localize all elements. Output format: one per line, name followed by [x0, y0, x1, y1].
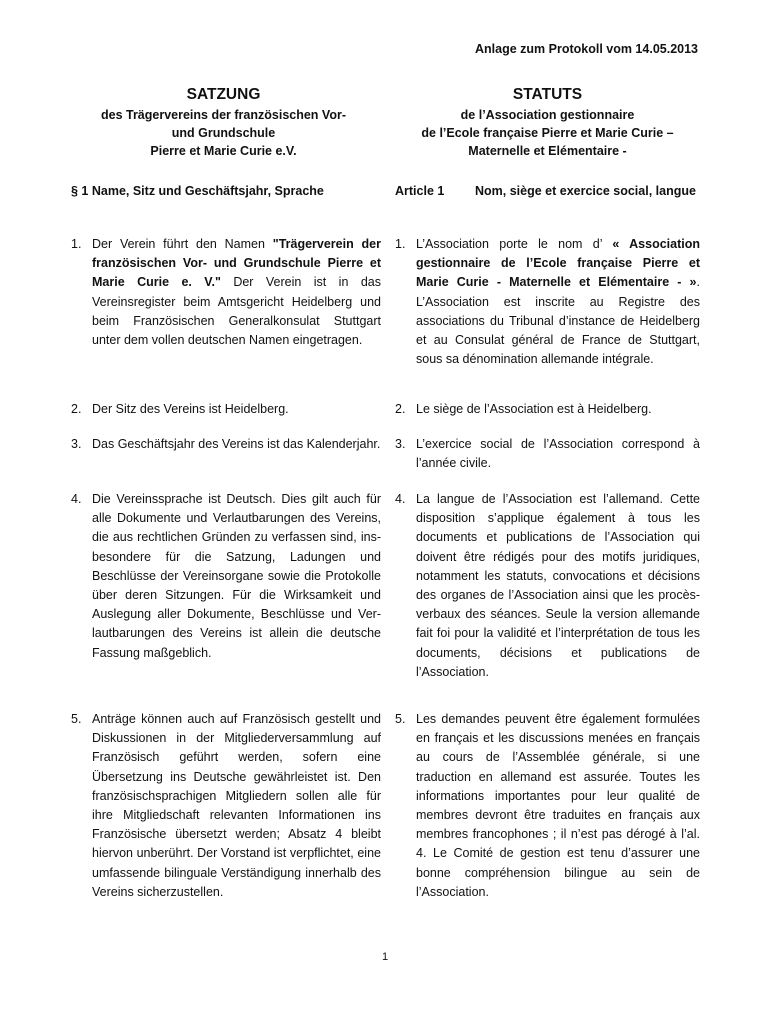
paragraph-number: 5.	[395, 712, 406, 726]
french-article-number: Article 1	[395, 184, 445, 198]
paragraph-text	[92, 235, 381, 350]
paragraph-text: La langue de l’Association est l’allemand. Cette disposition s’applique également à tous les documents et publications de l’Association qui doivent être rédigés pour des motifs juridiques, notamment les statuts, convocations et décisions des organes de l’Association ainsi que les procès-verbaux des séances. Seule la version allemande fait foi pour la validité et l’interprétation de tous les documents, décisions et publications de l’Association.	[416, 492, 700, 679]
paragraph-text: Das Geschäftsjahr des Vereins ist das Kalenderjahr.	[92, 437, 381, 451]
german-paragraph	[71, 400, 381, 419]
paragraph-number: 4.	[395, 492, 406, 506]
french-section-heading	[395, 182, 700, 201]
french-header	[395, 86, 700, 160]
text-run: L’Association porte le nom d’	[416, 237, 613, 251]
german-subtitle	[71, 106, 376, 160]
german-paragraph	[71, 235, 381, 350]
paragraph-text: L’exercice social de l’Association correspond à l’année civile.	[416, 437, 700, 471]
bold-text-run: "Trägerverein der französischen Vor- und Grundschule Pierre et Marie Curie e. V."	[92, 237, 381, 290]
paragraph-number: 1.	[71, 237, 82, 251]
french-subtitle-line: de l’Ecole française Pierre et Marie Curie –	[421, 126, 674, 140]
german-paragraph	[71, 490, 381, 663]
page-number: 1	[381, 951, 389, 963]
french-paragraph	[395, 710, 700, 902]
german-paragraph	[71, 435, 381, 454]
german-header	[71, 86, 376, 160]
german-section-heading: § 1 Name, Sitz und Geschäftsjahr, Sprache	[71, 184, 324, 198]
french-subtitle	[395, 106, 700, 160]
french-paragraph	[395, 235, 700, 369]
french-paragraph	[395, 400, 700, 419]
bold-text-run: « Association gestionnaire de l’Ecole française Pierre et Marie Curie - Maternelle et Elémentaire - »	[416, 237, 700, 290]
german-subtitle-line: Pierre et Marie Curie e.V.	[150, 144, 297, 158]
paragraph-number: 5.	[71, 712, 82, 726]
paragraph-number: 1.	[395, 237, 406, 251]
paragraph-text: Le siège de l’Association est à Heidelberg.	[416, 402, 652, 416]
german-paragraph	[71, 710, 381, 902]
paragraph-text: Les demandes peuvent être également formulées en français et les discussions menées en français au cours de l’Assemblée générale, si une traduction en allemand est assurée. Toutes les informations importantes pour leur qualité de membres devront être traduites en français aux membres francophones ; il n’est pas dérogé à l’al. 4. Le Comité de gestion est tenu d’assurer une bonne compréhension bilingue au sein de l’Association.	[416, 712, 700, 899]
french-article-title: Nom, siège et exercice social, langue	[475, 184, 696, 198]
paragraph-number: 3.	[71, 437, 82, 451]
german-subtitle-line: und Grundschule	[171, 126, 276, 140]
french-paragraph	[395, 490, 700, 682]
french-paragraph	[395, 435, 700, 473]
paragraph-text: Die Vereinssprache ist Deutsch. Dies gilt auch für alle Dokumente und Verlautbarungen des Vereins, die aus rechtlichen Gründen zu verfassen sind, insbesondere für die Satzung, Ladungen und Beschlüsse der Vereinsorgane sowie die Protokolle über deren Sitzungen. Für die Wirksamkeit und Auslegung aller Dokumente, Beschlüsse und Verlautbarungen des Vereins ist allein die deutsche Fassung maßgeblich.	[92, 492, 381, 660]
french-subtitle-line: Maternelle et Elémentaire -	[468, 144, 627, 158]
text-run: Der Verein führt den Namen	[92, 237, 273, 251]
paragraph-number: 3.	[395, 437, 406, 451]
annex-note: Anlage zum Protokoll vom 14.05.2013	[475, 42, 698, 56]
paragraph-text: Der Sitz des Vereins ist Heidelberg.	[92, 402, 289, 416]
text-run: . L’Association est inscrite au Registre des associations du Tribunal d’instance de Heidelberg et au Consulat général de France de Stuttgart, sous sa dénomination allemande intégrale.	[416, 275, 700, 367]
text-run: Der Verein ist in das Vereinsregister beim Amtsgericht Heidelberg und beim Französischen Generalkonsulat Stuttgart unter dem vollen deutschen Namen eingetragen.	[92, 275, 381, 348]
paragraph-text: Anträge können auch auf Französisch gestellt und Diskussionen in der Mitgliederversammlung auf Französisch geführt werden, sofern eine Übersetzung ins Deutsche gewährleistet ist. Den französischsprachigen Mitgliedern sollen alle für ihre Mitgliedschaft relevanten Informationen ins Französische übersetzt werden; Absatz 4 bleibt hiervon unberührt. Der Vorstand ist verpflichtet, eine umfassende bilinguale Verständigung innerhalb des Vereins sicherzustellen.	[92, 712, 381, 899]
german-subtitle-line: des Trägervereins der französischen Vor-	[100, 108, 346, 122]
paragraph-number: 4.	[71, 492, 82, 506]
paragraph-text	[416, 235, 700, 369]
paragraph-number: 2.	[71, 402, 82, 416]
french-title: STATUTS	[512, 86, 583, 103]
french-subtitle-line: de l’Association gestionnaire	[460, 108, 635, 122]
paragraph-number: 2.	[395, 402, 406, 416]
german-title: SATZUNG	[186, 86, 261, 103]
